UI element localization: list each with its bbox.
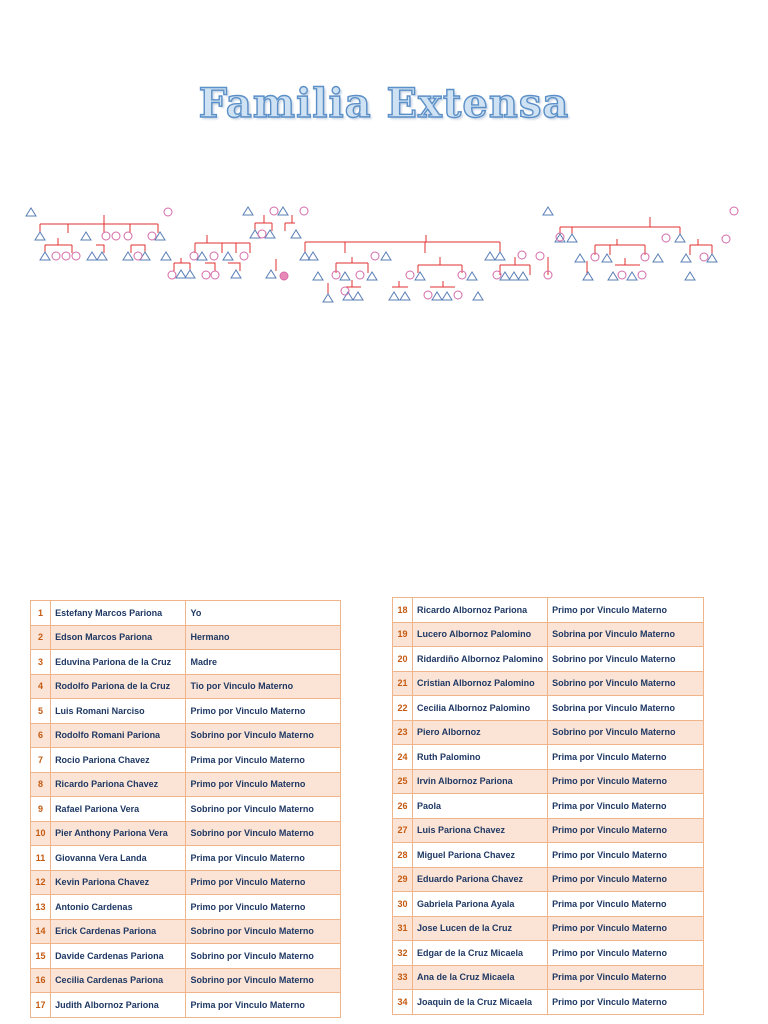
table-row xyxy=(393,794,704,819)
relation-label: Sobrino por Vinculo Materno xyxy=(186,797,341,822)
relation-label: Primo por Vinculo Materno xyxy=(548,818,704,843)
relation-label: Prima por Vinculo Materno xyxy=(186,748,341,773)
row-number: 28 xyxy=(393,843,413,868)
table-row xyxy=(31,625,341,650)
table-row xyxy=(31,968,341,993)
relation-label: Prima por Vinculo Materno xyxy=(548,892,704,917)
relation-label: Primo por Vinculo Materno xyxy=(186,895,341,920)
relation-label: Primo por Vinculo Materno xyxy=(548,916,704,941)
row-number: 19 xyxy=(393,622,413,647)
relation-label: Prima por Vinculo Materno xyxy=(548,965,704,990)
table-row xyxy=(393,941,704,966)
table-row xyxy=(393,818,704,843)
relation-label: Prima por Vinculo Materno xyxy=(548,794,704,819)
row-number: 21 xyxy=(393,671,413,696)
person-name: Antonio Cardenas xyxy=(51,895,186,920)
row-number: 31 xyxy=(393,916,413,941)
table-row xyxy=(393,745,704,770)
person-name: Cecilia Cardenas Pariona xyxy=(51,968,186,993)
person-name: Edgar de la Cruz Micaela xyxy=(412,941,547,966)
relation-label: Sobrino por Vinculo Materno xyxy=(186,968,341,993)
row-number: 27 xyxy=(393,818,413,843)
ego-marker-icon xyxy=(280,272,288,280)
table-row xyxy=(31,870,341,895)
genogram-lines xyxy=(40,215,712,295)
row-number: 13 xyxy=(31,895,51,920)
person-name: Cristian Albornoz Palomino xyxy=(412,671,547,696)
relation-label: Sobrino por Vinculo Materno xyxy=(186,723,341,748)
table-row xyxy=(31,723,341,748)
row-number: 29 xyxy=(393,867,413,892)
row-number: 6 xyxy=(31,723,51,748)
table-row xyxy=(393,892,704,917)
page-title: Familia Extensa xyxy=(198,80,570,127)
table-row xyxy=(31,821,341,846)
table-row xyxy=(31,944,341,969)
person-name: Miguel Pariona Chavez xyxy=(412,843,547,868)
row-number: 23 xyxy=(393,720,413,745)
kinship-table-left xyxy=(30,600,341,1018)
person-name: Judith Albornoz Pariona xyxy=(51,993,186,1018)
relation-label: Primo por Vinculo Materno xyxy=(548,843,704,868)
table-row xyxy=(31,748,341,773)
relation-label: Sobrino por Vinculo Materno xyxy=(186,919,341,944)
row-number: 5 xyxy=(31,699,51,724)
relation-label: Primo por Vinculo Materno xyxy=(186,870,341,895)
person-name: Ridardiño Albornoz Palomino xyxy=(412,647,547,672)
person-name: Eduvina Pariona de la Cruz xyxy=(51,650,186,675)
table-row xyxy=(393,769,704,794)
relation-label: Madre xyxy=(186,650,341,675)
person-name: Pier Anthony Pariona Vera xyxy=(51,821,186,846)
person-name: Piero Albornoz xyxy=(412,720,547,745)
table-row xyxy=(393,622,704,647)
row-number: 14 xyxy=(31,919,51,944)
row-number: 1 xyxy=(31,601,51,626)
row-number: 16 xyxy=(31,968,51,993)
table-row xyxy=(393,696,704,721)
relation-label: Sobrino por Vinculo Materno xyxy=(548,671,704,696)
relation-label: Yo xyxy=(186,601,341,626)
person-name: Davide Cardenas Pariona xyxy=(51,944,186,969)
relation-label: Sobrino por Vinculo Materno xyxy=(186,821,341,846)
table-row xyxy=(393,647,704,672)
row-number: 11 xyxy=(31,846,51,871)
table-row xyxy=(393,990,704,1015)
table-row xyxy=(31,895,341,920)
person-name: Erick Cardenas Pariona xyxy=(51,919,186,944)
person-name: Joaquin de la Cruz Micaela xyxy=(412,990,547,1015)
relation-label: Tio por Vinculo Materno xyxy=(186,674,341,699)
person-name: Rodolfo Pariona de la Cruz xyxy=(51,674,186,699)
row-number: 32 xyxy=(393,941,413,966)
row-number: 34 xyxy=(393,990,413,1015)
table-row xyxy=(31,674,341,699)
person-name: Giovanna Vera Landa xyxy=(51,846,186,871)
person-name: Kevin Pariona Chavez xyxy=(51,870,186,895)
relation-label: Prima por Vinculo Materno xyxy=(548,745,704,770)
person-name: Eduardo Pariona Chavez xyxy=(412,867,547,892)
relation-label: Primo por Vinculo Materno xyxy=(548,598,704,623)
person-name: Paola xyxy=(412,794,547,819)
person-name: Estefany Marcos Pariona xyxy=(51,601,186,626)
row-number: 30 xyxy=(393,892,413,917)
person-name: Lucero Albornoz Palomino xyxy=(412,622,547,647)
relation-label: Sobrino por Vinculo Materno xyxy=(548,647,704,672)
relation-label: Primo por Vinculo Materno xyxy=(548,867,704,892)
row-number: 26 xyxy=(393,794,413,819)
table-row xyxy=(393,867,704,892)
relation-label: Primo por Vinculo Materno xyxy=(548,990,704,1015)
relation-label: Prima por Vinculo Materno xyxy=(186,993,341,1018)
relation-label: Primo por Vinculo Materno xyxy=(186,699,341,724)
person-name: Rocio Pariona Chavez xyxy=(51,748,186,773)
genogram-female-icons xyxy=(52,207,738,299)
person-name: Ricardo Albornoz Pariona xyxy=(412,598,547,623)
row-number: 3 xyxy=(31,650,51,675)
person-name: Rodolfo Romani Pariona xyxy=(51,723,186,748)
person-name: Luis Pariona Chavez xyxy=(412,818,547,843)
relation-label: Hermano xyxy=(186,625,341,650)
row-number: 2 xyxy=(31,625,51,650)
row-number: 20 xyxy=(393,647,413,672)
relation-label: Sobrina por Vinculo Materno xyxy=(548,622,704,647)
row-number: 15 xyxy=(31,944,51,969)
table-row xyxy=(393,916,704,941)
person-name: Cecilia Albornoz Palomino xyxy=(412,696,547,721)
relation-label: Primo por Vinculo Materno xyxy=(186,772,341,797)
table-row xyxy=(393,965,704,990)
row-number: 33 xyxy=(393,965,413,990)
table-row xyxy=(393,598,704,623)
row-number: 4 xyxy=(31,674,51,699)
row-number: 24 xyxy=(393,745,413,770)
kinship-table-right xyxy=(392,597,704,1015)
row-number: 17 xyxy=(31,993,51,1018)
table-row xyxy=(31,650,341,675)
relation-label: Primo por Vinculo Materno xyxy=(548,941,704,966)
person-name: Rafael Pariona Vera xyxy=(51,797,186,822)
relation-label: Sobrino por Vinculo Materno xyxy=(548,720,704,745)
person-name: Irvin Albornoz Pariona xyxy=(412,769,547,794)
row-number: 22 xyxy=(393,696,413,721)
row-number: 18 xyxy=(393,598,413,623)
table-row xyxy=(31,601,341,626)
person-name: Ricardo Pariona Chavez xyxy=(51,772,186,797)
row-number: 10 xyxy=(31,821,51,846)
relation-label: Sobrina por Vinculo Materno xyxy=(548,696,704,721)
person-name: Ruth Palomino xyxy=(412,745,547,770)
table-row xyxy=(31,919,341,944)
person-name: Ana de la Cruz Micaela xyxy=(412,965,547,990)
relation-label: Prima por Vinculo Materno xyxy=(186,846,341,871)
row-number: 7 xyxy=(31,748,51,773)
genogram-diagram xyxy=(0,195,768,315)
row-number: 25 xyxy=(393,769,413,794)
table-row xyxy=(31,846,341,871)
table-row xyxy=(31,772,341,797)
row-number: 12 xyxy=(31,870,51,895)
person-name: Edson Marcos Pariona xyxy=(51,625,186,650)
table-row xyxy=(393,671,704,696)
person-name: Jose Lucen de la Cruz xyxy=(412,916,547,941)
table-row xyxy=(31,699,341,724)
table-row xyxy=(393,843,704,868)
table-row xyxy=(31,993,341,1018)
row-number: 8 xyxy=(31,772,51,797)
relation-label: Sobrino por Vinculo Materno xyxy=(186,944,341,969)
table-row xyxy=(31,797,341,822)
table-row xyxy=(393,720,704,745)
relation-label: Primo por Vinculo Materno xyxy=(548,769,704,794)
row-number: 9 xyxy=(31,797,51,822)
person-name: Luis Romani Narciso xyxy=(51,699,186,724)
person-name: Gabriela Pariona Ayala xyxy=(412,892,547,917)
